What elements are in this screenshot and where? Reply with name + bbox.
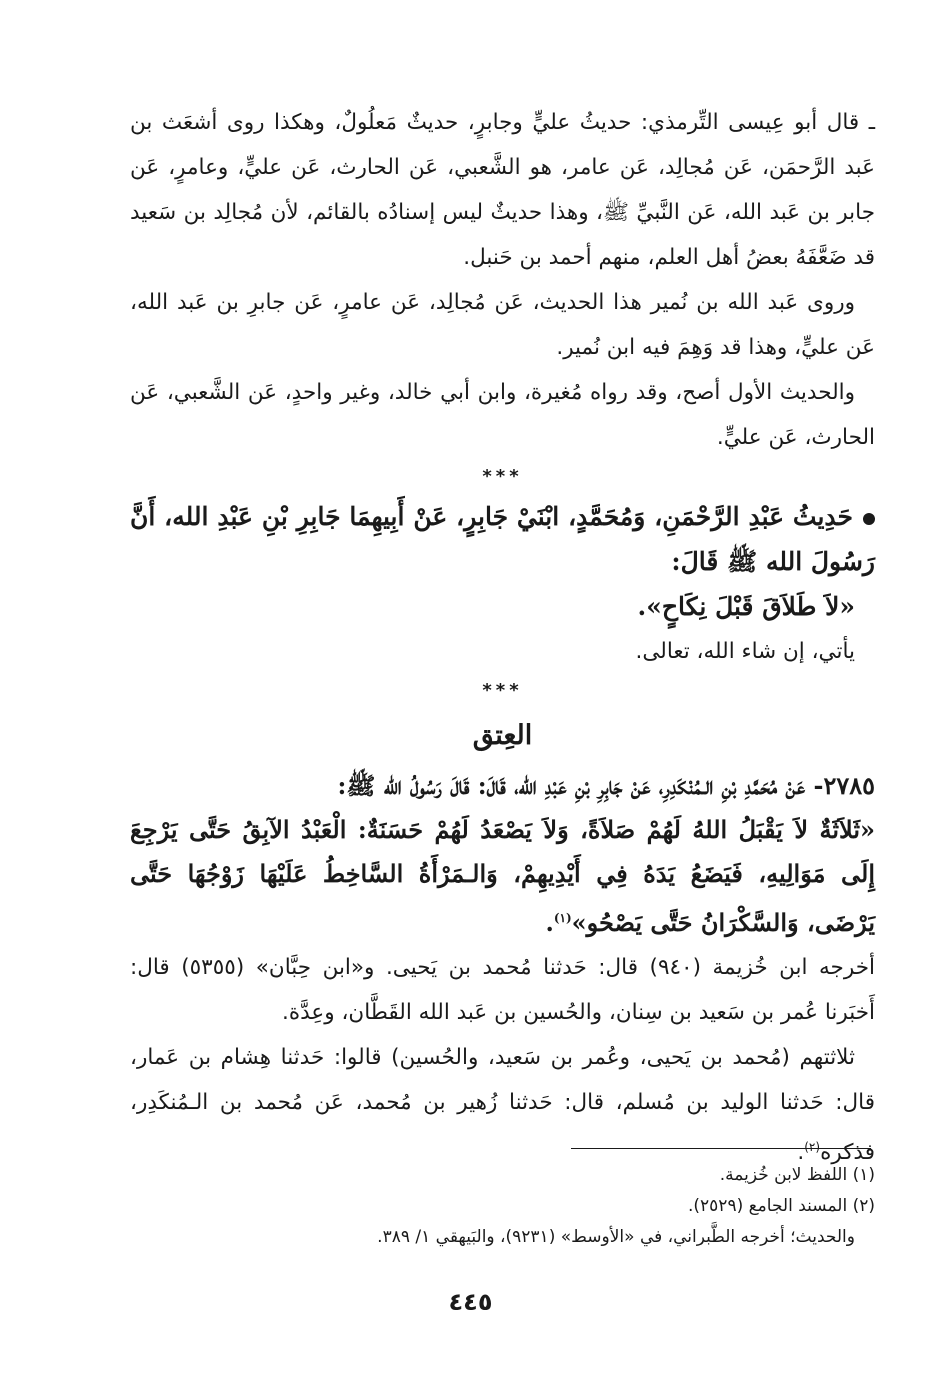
- bullet-icon: [863, 513, 875, 525]
- separator-stars: ***: [482, 680, 523, 701]
- hadith-intro: [130, 494, 875, 584]
- paragraph-first-hadith-sound: والحديث الأول أصح، وقد رواه مُغيرة، وابن أبي خالد، وغير واحدٍ، عَن الشَّعبي، عَن الحارث، عَن عليٍّ.: [130, 380, 875, 450]
- page-body: [130, 100, 875, 1175]
- hadith-text: [130, 808, 875, 945]
- takhrij-paragraph: أخرجه ابن خُزيمة (٩٤٠) قال: حَدثنا مُحمد بن يَحيى. و«ابن حِبَّان» (٥٣٥٥) قال: أَخبَرنا عُمر بن سَعيد بن سِنان، والحُسين بن عَبد الله القَطَّان، وعِدَّة.: [130, 955, 875, 1025]
- hadith-text-end: .: [545, 908, 554, 937]
- footnote-divider: [571, 1148, 871, 1149]
- footnote-item: (١) اللفظ لابن خُزيمة.: [719, 1165, 875, 1185]
- page-number: ٤٤٥: [448, 1288, 493, 1316]
- footnotes: [130, 1160, 875, 1253]
- hadith-cross-reference: يأتي، إن شاء الله، تعالى.: [635, 639, 855, 664]
- section-title: العِتق: [472, 720, 533, 751]
- hadith-quote: «لاَ طَلاَقَ قَبْلَ نِكَاحٍ».: [637, 592, 855, 621]
- hadith-intro-text: حَدِيثُ عَبْدِ الرَّحْمَنِ، وَمُحَمَّدٍ، ابْنَيْ جَابِرٍ، عَنْ أَبِيهِمَا جَابِرِ بْنِ عَبْدِ الله، أَنَّ رَسُولَ الله ﷺ قَالَ:: [130, 502, 875, 576]
- paragraph-ibn-numayr: وروى عَبد الله بن نُمير هذا الحديث، عَن مُجالِد، عَن عامرٍ، عَن جابرِ بن عَبد الله، عَن عليٍّ، وهذا قد وَهِمَ فيه ابن نُمير.: [130, 290, 875, 360]
- separator-stars: ***: [482, 466, 523, 487]
- footnote-marker: (١): [553, 911, 572, 925]
- hadith-number-line: ٢٧٨٥- عَنْ مُحَمَّدِ بْنِ الـمُنْكَدِرِ، عَنْ جَابِرِ بْنِ عَبْدِ الله، قَالَ: قَالَ رَسُولُ الله ﷺ:: [337, 771, 875, 800]
- footnote-marker: (٢): [804, 1140, 821, 1154]
- footnote-item: والحديث؛ أخرجه الطَّبراني، في «الأوسط» (٩٢٣١)، والبَيهقي ١/ ٣٨٩.: [377, 1227, 855, 1247]
- takhrij-paragraph: [130, 1035, 875, 1175]
- takhrij-text: ثلاثتهم (مُحمد بن يَحيى، وعُمر بن سَعيد، والحُسين) قالوا: حَدثنا هِشام بن عَمار، قال: حَدثنا الوليد بن مُسلم، قال: حَدثنا زُهير بن مُحمد، عَن مُحمد بن الـمُنكَدِر، فذكره: [130, 1045, 875, 1166]
- paragraph-tirmidhi-comment: ـ قال أبو عِيسى التِّرمذي: حديثُ عليٍّ وجابرٍ، حديثٌ مَعلُولٌ، وهكذا روى أشعَث بن عَبد الرَّحمَن، عَن مُجالِد، عَن عامر، هو الشَّعبي، عَن الحارث، عَن عليٍّ، وعامرٍ، عَن جابر بن عَبد الله، عَن النَّبيِّ ﷺ، وهذا حديثٌ ليس إسنادُه بالقائم، لأن مُجالِد بن سَعيد قد ضَعَّفَهُ بعضُ أهل العلم، منهم أحمد بن حَنبل.: [130, 110, 875, 270]
- hadith-text-body: «ثَلاَثَةٌ لاَ يَقْبَلُ اللهُ لَهُمْ صَلاَةً، وَلاَ يَصْعَدُ لَهُمْ حَسَنَةٌ: الْعَبْدُ الآبِقُ حَتَّى يَرْجِعَ إِلَى مَوَالِيهِ، فَيَضَعُ يَدَهُ فِي أَيْدِيهِمْ، وَالـمَرْأَةُ السَّاخِطُ عَلَيْهَا زَوْجُهَا حَتَّى يَرْضَى، وَالسَّكْرَانُ حَتَّى يَصْحُو»: [130, 815, 875, 937]
- takhrij-text-end: .: [797, 1140, 805, 1166]
- footnote-item: (٢) المسند الجامع (٢٥٢٩).: [688, 1196, 875, 1216]
